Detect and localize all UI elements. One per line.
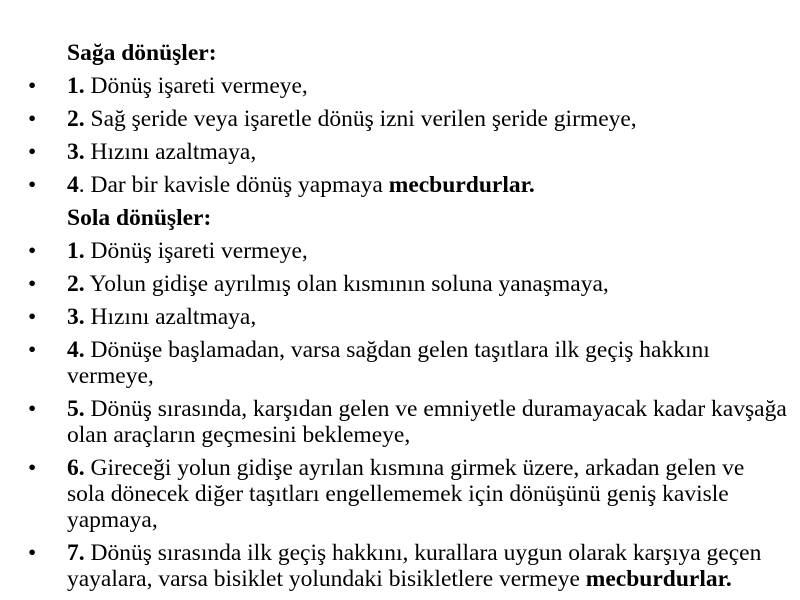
bullet-icon: •: [28, 455, 37, 481]
bullet-icon: •: [28, 396, 37, 422]
list-item: [28, 455, 788, 533]
item-number: 6.: [67, 455, 85, 481]
item-number: 7.: [67, 540, 85, 566]
item-number: 1.: [67, 73, 85, 99]
item-number: 2.: [67, 271, 85, 297]
list-item: [28, 172, 788, 198]
bullet-icon: •: [28, 139, 37, 165]
item-text: Hızını azaltmaya,: [84, 304, 257, 330]
item-number: 2.: [67, 106, 85, 132]
list-item: [28, 304, 788, 330]
item-number: 3.: [67, 139, 85, 165]
list-item: [28, 540, 788, 592]
item-number: 1.: [67, 238, 85, 264]
item-emphasis: mecburdurlar: [388, 172, 529, 198]
list-item: [28, 337, 788, 389]
item-text: Dönüş işareti vermeye,: [84, 238, 308, 264]
item-text: . Dar bir kavisle dönüş yapmaya: [78, 172, 389, 198]
item-text: Dönüş sırasında ilk geçiş hakkını, kurallara uygun olarak karşıya geçen yayalara, varsa bisiklet yolundaki bisikletlere vermeye: [67, 540, 762, 592]
list-item: [28, 73, 788, 99]
bullet-icon: •: [28, 238, 37, 264]
list-item: [28, 139, 788, 165]
list-item: [28, 106, 788, 132]
item-text: Sağ şeride veya işaretle dönüş izni verilen şeride girmeye,: [84, 106, 637, 132]
bullet-icon: •: [28, 73, 37, 99]
item-text: Yolun gidişe ayrılmış olan kısmının soluna yanaşmaya,: [84, 271, 609, 297]
item-text: Dönüş işareti vermeye,: [84, 73, 308, 99]
bullet-icon: •: [28, 304, 37, 330]
bullet-icon: •: [28, 172, 37, 198]
item-text: Dönüşe başlamadan, varsa sağdan gelen taşıtlara ilk geçiş hakkını vermeye,: [67, 337, 710, 389]
item-number: 3.: [67, 304, 85, 330]
list-item: [28, 238, 788, 264]
item-number: 5.: [67, 396, 85, 422]
bullet-icon: •: [28, 271, 37, 297]
bullet-icon: •: [28, 337, 37, 363]
item-tail: .: [725, 566, 732, 592]
item-tail: .: [528, 172, 535, 198]
bullet-icon: •: [28, 540, 37, 566]
item-number: 4.: [67, 337, 85, 363]
item-text: Gireceği yolun gidişe ayrılan kısmına girmek üzere, arkadan gelen ve sola dönecek diğer taşıtları engellememek için dönüşünü geniş kavisle yapmaya,: [67, 455, 745, 533]
item-emphasis: mecburdurlar: [585, 566, 726, 592]
item-text: Dönüş sırasında, karşıdan gelen ve emniyetle duramayacak kadar kavşağa olan araçların geçmesini beklemeye,: [67, 396, 787, 448]
list-item: [28, 396, 788, 448]
slide-content: [28, 40, 788, 599]
item-number: 4: [67, 172, 79, 198]
item-text: Hızını azaltmaya,: [84, 139, 257, 165]
bullet-icon: •: [28, 106, 37, 132]
right-turns-heading: Sağa dönüşler:: [67, 40, 217, 66]
list-item: [28, 271, 788, 297]
left-turns-heading: Sola dönüşler:: [67, 205, 212, 231]
